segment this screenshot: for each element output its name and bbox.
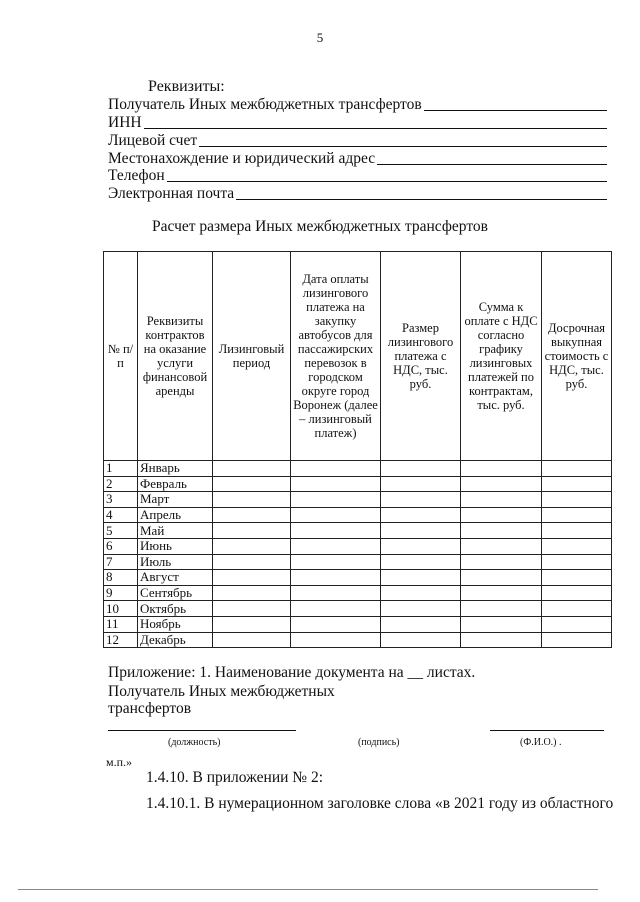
req-account-label: Лицевой счет <box>108 132 198 149</box>
empty-cell <box>461 507 542 523</box>
empty-cell <box>542 570 612 586</box>
empty-cell <box>291 616 381 632</box>
empty-cell <box>213 538 291 554</box>
col-header-contracts: Реквизиты контрактов на оказание услуги финансовой аренды <box>138 252 213 461</box>
calc-title: Расчет размера Иных межбюджетных трансфертов <box>152 218 488 235</box>
table-row <box>104 554 612 570</box>
empty-cell <box>291 461 381 477</box>
empty-cell <box>381 507 461 523</box>
row-month-cell: Август <box>138 570 213 586</box>
row-month-cell: Апрель <box>138 507 213 523</box>
row-month-cell: Октябрь <box>138 601 213 617</box>
paragraph-1-4-10: 1.4.10. В приложении № 2: <box>146 769 324 786</box>
row-number-cell: 5 <box>104 523 138 539</box>
row-month-cell: Июль <box>138 554 213 570</box>
empty-cell <box>461 492 542 508</box>
empty-cell <box>461 616 542 632</box>
req-phone-blank <box>167 167 607 182</box>
empty-cell <box>291 507 381 523</box>
empty-cell <box>461 570 542 586</box>
empty-cell <box>542 476 612 492</box>
empty-cell <box>542 585 612 601</box>
empty-cell <box>542 616 612 632</box>
row-month-cell: Сентябрь <box>138 585 213 601</box>
req-address-label: Местонахождение и юридический адрес <box>108 150 376 167</box>
empty-cell <box>461 476 542 492</box>
empty-cell <box>542 461 612 477</box>
recipient-label-line2: трансфертов <box>108 700 192 717</box>
row-number-cell: 11 <box>104 616 138 632</box>
req-inn-blank <box>144 114 607 129</box>
col-header-payment-date: Дата оплаты лизингового платежа на закупку автобусов для пассажирских перевозок в городском округе город Воронеж (далее – лизинговый платеж) <box>291 252 381 461</box>
req-inn-label: ИНН <box>108 114 142 131</box>
empty-cell <box>461 461 542 477</box>
row-month-cell: Ноябрь <box>138 616 213 632</box>
row-number-cell: 7 <box>104 554 138 570</box>
req-email-label: Электронная почта <box>108 185 235 202</box>
empty-cell <box>291 538 381 554</box>
empty-cell <box>461 632 542 648</box>
fio-caption: (Ф.И.О.) . <box>520 737 562 748</box>
table-row <box>104 570 612 586</box>
table-row <box>104 507 612 523</box>
empty-cell <box>381 523 461 539</box>
empty-cell <box>542 523 612 539</box>
empty-cell <box>291 570 381 586</box>
empty-cell <box>291 585 381 601</box>
empty-cell <box>213 585 291 601</box>
empty-cell <box>542 507 612 523</box>
position-signature-line <box>108 730 296 731</box>
bottom-rule <box>18 889 598 890</box>
req-address-blank <box>377 150 607 165</box>
empty-cell <box>381 585 461 601</box>
empty-cell <box>381 601 461 617</box>
calc-table <box>103 251 612 648</box>
empty-cell <box>461 538 542 554</box>
empty-cell <box>213 601 291 617</box>
row-number-cell: 10 <box>104 601 138 617</box>
empty-cell <box>213 554 291 570</box>
row-number-cell: 12 <box>104 632 138 648</box>
req-email-blank <box>236 185 607 200</box>
row-month-cell: Февраль <box>138 476 213 492</box>
req-recipient-line <box>108 95 607 113</box>
req-inn-line <box>108 113 607 131</box>
row-month-cell: Декабрь <box>138 632 213 648</box>
req-address-line <box>108 149 607 167</box>
empty-cell <box>291 492 381 508</box>
calc-header-row <box>104 252 612 461</box>
empty-cell <box>381 570 461 586</box>
req-phone-label: Телефон <box>108 167 165 184</box>
row-number-cell: 4 <box>104 507 138 523</box>
appendix-note: Приложение: 1. Наименование документа на __ листах. <box>108 664 476 681</box>
empty-cell <box>213 476 291 492</box>
table-row <box>104 616 612 632</box>
empty-cell <box>291 554 381 570</box>
row-number-cell: 1 <box>104 461 138 477</box>
stamp-place: м.п.» <box>106 755 133 769</box>
empty-cell <box>213 523 291 539</box>
empty-cell <box>542 601 612 617</box>
empty-cell <box>291 632 381 648</box>
empty-cell <box>461 585 542 601</box>
empty-cell <box>381 616 461 632</box>
row-number-cell: 6 <box>104 538 138 554</box>
calc-table-body <box>104 461 612 648</box>
row-number-cell: 2 <box>104 476 138 492</box>
table-row <box>104 632 612 648</box>
empty-cell <box>213 507 291 523</box>
empty-cell <box>381 492 461 508</box>
empty-cell <box>381 538 461 554</box>
empty-cell <box>542 492 612 508</box>
empty-cell <box>381 476 461 492</box>
col-header-num: № п/п <box>104 252 138 461</box>
table-row <box>104 476 612 492</box>
table-row <box>104 523 612 539</box>
fio-signature-line <box>490 730 604 731</box>
row-month-cell: Май <box>138 523 213 539</box>
row-month-cell: Март <box>138 492 213 508</box>
empty-cell <box>381 461 461 477</box>
table-row <box>104 492 612 508</box>
empty-cell <box>381 554 461 570</box>
table-row <box>104 538 612 554</box>
sign-caption: (подпись) <box>358 737 400 748</box>
empty-cell <box>291 601 381 617</box>
recipient-label-line1: Получатель Иных межбюджетных <box>108 683 335 700</box>
req-account-line <box>108 131 607 149</box>
row-month-cell: Январь <box>138 461 213 477</box>
empty-cell <box>542 632 612 648</box>
empty-cell <box>461 601 542 617</box>
empty-cell <box>381 632 461 648</box>
empty-cell <box>291 523 381 539</box>
empty-cell <box>213 492 291 508</box>
req-recipient-blank <box>424 96 607 111</box>
requisites-title: Реквизиты: <box>148 78 225 95</box>
col-header-amount-due: Сумма к оплате с НДС согласно графику лизинговых платежей по контрактам, тыс. руб. <box>461 252 542 461</box>
empty-cell <box>213 616 291 632</box>
empty-cell <box>461 554 542 570</box>
col-header-payment-size: Размер лизингового платежа с НДС, тыс. руб. <box>381 252 461 461</box>
req-recipient-label: Получатель Иных межбюджетных трансфертов <box>108 96 422 113</box>
empty-cell <box>291 476 381 492</box>
empty-cell <box>213 461 291 477</box>
empty-cell <box>461 523 542 539</box>
req-email-line <box>108 184 607 202</box>
position-caption: (должность) <box>168 737 221 748</box>
empty-cell <box>213 570 291 586</box>
empty-cell <box>213 632 291 648</box>
empty-cell <box>542 538 612 554</box>
row-number-cell: 8 <box>104 570 138 586</box>
table-row <box>104 601 612 617</box>
req-phone-line <box>108 166 607 184</box>
paragraph-1-4-10-1: 1.4.10.1. В нумерационном заголовке слова «в 2021 году из областного <box>146 795 614 812</box>
row-month-cell: Июнь <box>138 538 213 554</box>
table-row <box>104 585 612 601</box>
col-header-period: Лизинговый период <box>213 252 291 461</box>
row-number-cell: 3 <box>104 492 138 508</box>
table-row <box>104 461 612 477</box>
col-header-buyout: Досрочная выкупная стоимость с НДС, тыс. руб. <box>542 252 612 461</box>
row-number-cell: 9 <box>104 585 138 601</box>
page-number: 5 <box>316 30 324 45</box>
req-account-blank <box>199 132 607 147</box>
empty-cell <box>542 554 612 570</box>
